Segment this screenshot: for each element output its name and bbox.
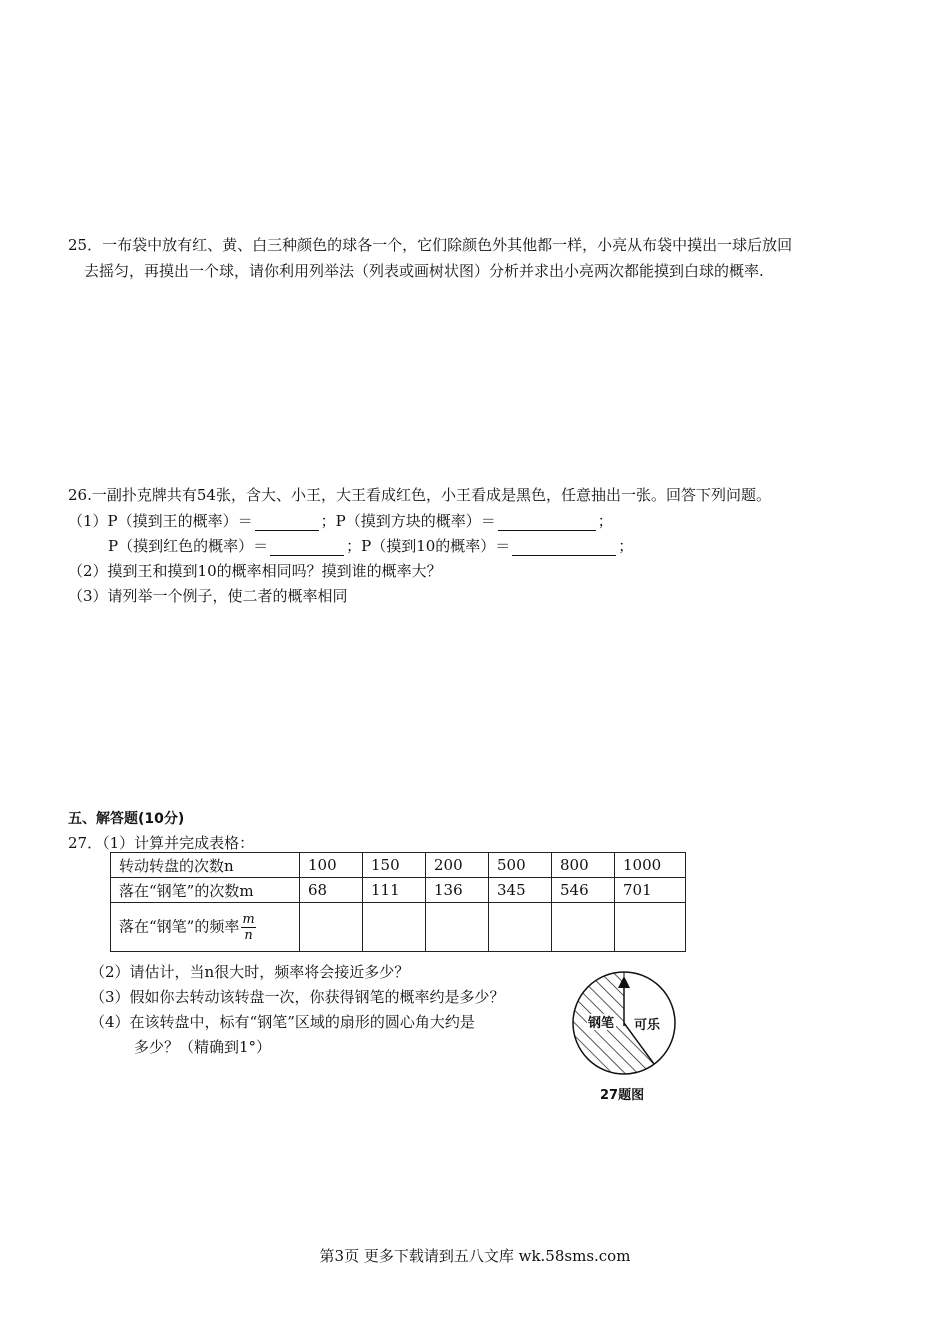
frequency-label: 落在“钢笔”的频率 (119, 917, 240, 935)
q26-p1a: （1）P（摸到王的概率）＝ (68, 512, 253, 530)
table-cell: 136 (426, 878, 489, 903)
q25-line1: 25．一布袋中放有红、黄、白三种颜色的球各一个，它们除颜色外其他都一样，小亮从布袋中摸出一球后放回 (68, 236, 793, 254)
empty-answer-cell[interactable] (300, 903, 363, 952)
table-row (111, 878, 686, 903)
table-row (111, 853, 686, 878)
q27-part4-line2: 多少？（精确到1°） (134, 1038, 272, 1056)
answer-blank[interactable] (255, 515, 319, 531)
empty-answer-cell[interactable] (489, 903, 552, 952)
fraction-m-over-n (241, 912, 255, 943)
table-cell: 100 (300, 853, 363, 878)
label-cola: 可乐 (634, 1018, 661, 1033)
q26-p1b: ；P（摸到方块的概率）＝ (320, 512, 496, 530)
q27-intro: 27．（1）计算并完成表格： (68, 834, 255, 852)
q27-part2: （2）请估计，当n很大时，频率将会接近多少？ (90, 963, 410, 981)
q26-part1-row1 (68, 510, 613, 531)
answer-blank[interactable] (512, 540, 616, 556)
row-label-frequency (111, 903, 300, 952)
table-cell: 200 (426, 853, 489, 878)
table-cell: 150 (363, 853, 426, 878)
fraction-denominator: n (244, 927, 253, 943)
spinner-figure (570, 968, 680, 1078)
table-cell: 800 (552, 853, 615, 878)
row-label-hits: 落在“钢笔”的次数m (111, 878, 300, 903)
figure-caption: 27题图 (600, 1088, 645, 1103)
empty-answer-cell[interactable] (426, 903, 489, 952)
q26-part2: （2）摸到王和摸到10的概率相同吗？摸到谁的概率大？ (68, 562, 442, 580)
empty-answer-cell[interactable] (615, 903, 686, 952)
table-row (111, 903, 686, 952)
q26-part3: （3）请列举一个例子，使二者的概率相同 (68, 587, 348, 605)
table-cell: 701 (615, 878, 686, 903)
q26-p2a: P（摸到红色的概率）＝ (108, 537, 269, 555)
q26-part1-row2 (108, 535, 633, 556)
row-label-spins: 转动转盘的次数n (111, 853, 300, 878)
table-cell: 1000 (615, 853, 686, 878)
q27-part3: （3）假如你去转动该转盘一次，你获得钢笔的概率约是多少？ (90, 988, 505, 1006)
fraction-numerator: m (242, 911, 255, 927)
section-title: 五、解答题(10分) (68, 811, 185, 827)
q26-p1c: ； (597, 512, 613, 530)
q25-line2: 去摇匀，再摸出一个球，请你利用列举法（列表或画树状图）分析并求出小亮两次都能摸到白球的概率. (84, 262, 764, 280)
q26-intro: 26.一副扑克牌共有54张，含大、小王，大王看成红色，小王看成是黑色，任意抽出一张。回答下列问题。 (68, 486, 771, 504)
empty-answer-cell[interactable] (363, 903, 426, 952)
table-cell: 68 (300, 878, 363, 903)
table-cell: 546 (552, 878, 615, 903)
q27-part4-line1: （4）在该转盘中，标有“钢笔”区域的扇形的圆心角大约是 (90, 1013, 475, 1031)
answer-blank[interactable] (498, 515, 596, 531)
frequency-table (110, 852, 686, 952)
table-cell: 500 (489, 853, 552, 878)
table-cell: 111 (363, 878, 426, 903)
answer-blank[interactable] (270, 540, 344, 556)
q26-p2c: ； (618, 537, 634, 555)
page-footer: 第3页 更多下载请到五八文库 wk.58sms.com (319, 1247, 631, 1265)
empty-answer-cell[interactable] (552, 903, 615, 952)
q26-p2b: ；P（摸到10的概率）＝ (346, 537, 511, 555)
table-cell: 345 (489, 878, 552, 903)
label-pen: 钢笔 (588, 1016, 615, 1031)
